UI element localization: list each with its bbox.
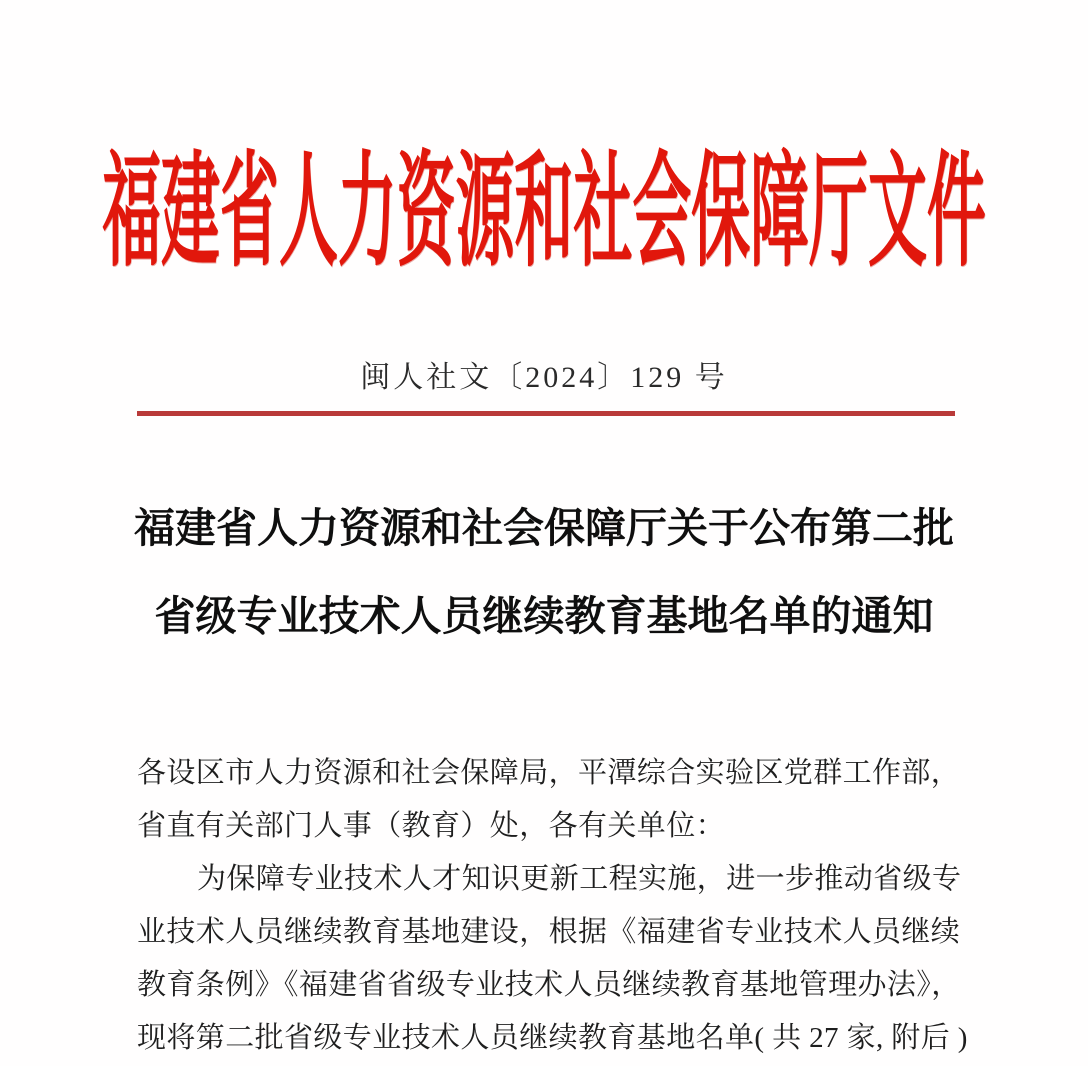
body-line-salutation-1: 各设区市人力资源和社会保障局，平潭综合实验区党群工作部， bbox=[137, 757, 961, 789]
document-body bbox=[137, 747, 968, 1065]
red-letterhead bbox=[0, 138, 1088, 288]
document-number: 闽人社文〔2024〕129 号 bbox=[360, 361, 728, 394]
document-title-line-1: 福建省人力资源和社会保障厅关于公布第二批 bbox=[134, 505, 954, 551]
body-line-salutation-2: 省直有关部门人事（教育）处，各有关单位： bbox=[137, 810, 726, 842]
body-line-paragraph-2: 业技术人员继续教育基地建设，根据《福建省专业技术人员继续 bbox=[137, 916, 961, 948]
body-line-paragraph-4: 现将第二批省级专业技术人员继续教育基地名单( 共 27 家, 附后 ) bbox=[137, 1022, 968, 1054]
letterhead-title: 福建省人力资源和社会保障厅文件 bbox=[102, 144, 986, 281]
red-divider-line bbox=[137, 411, 955, 416]
document-title-line-2: 省级专业技术人员继续教育基地名单的通知 bbox=[154, 593, 934, 639]
body-line-paragraph-3: 教育条例》《福建省省级专业技术人员继续教育基地管理办法》， bbox=[137, 969, 961, 1001]
body-line-paragraph-1: 为保障专业技术人才知识更新工程实施，进一步推动省级专 bbox=[197, 863, 962, 895]
document-title bbox=[0, 506, 1088, 638]
